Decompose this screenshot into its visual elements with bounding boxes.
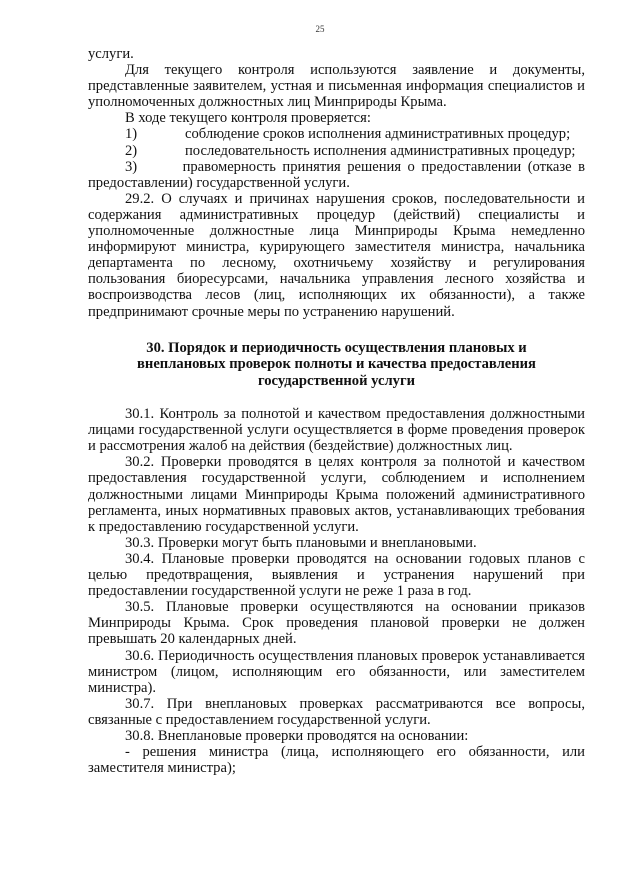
paragraph: услуги. <box>88 46 134 62</box>
paragraph: 30.2. Проверки проводятся в целях контроля за полнотой и качеством предоставления государственной услуги, соблюдением и исполнением должностными лицами Минприроды Крыма положений административного регламента, иных нормативных правовых актов, устанавливающих требования к предоставлению государственной услуги. <box>88 454 585 535</box>
paragraph: Для текущего контроля используются заявление и документы, представленные заявителем, устная и письменная информация специалистов и уполномоченных должностных лиц Минприроды Крыма. <box>88 62 585 111</box>
paragraph: 29.2. О случаях и причинах нарушения сроков, последовательности и содержания административных процедур (действий) специалисты и уполномоченные должностные лица Минприроды Крыма немедленно информируют министра, курирующего заместителя министра, начальника департамента по лесному, охотничьему хозяйству и регулирования пользования биоресурсами, начальника управления лесного хозяйства и воспроизводства лесов (лиц, исполняющих их обязанности), а также предпринимают срочные меры по устранению нарушений. <box>88 190 585 320</box>
list-text: соблюдение сроков исполнения административных процедур; <box>185 126 571 143</box>
paragraph: - решения министра (лица, исполняющего его обязанности, или заместителя министра); <box>88 744 585 777</box>
list-item <box>88 126 585 142</box>
heading-line: внеплановых проверок полноты и качества предоставления <box>137 356 536 373</box>
paragraph: 30.5. Плановые проверки осуществляются на основании приказов Минприроды Крыма. Срок проведения плановой проверки не должен превышать 20 календарных дней. <box>88 599 585 648</box>
paragraph: 30.3. Проверки могут быть плановыми и внеплановыми. <box>125 534 477 551</box>
paragraph: 30.4. Плановые проверки проводятся на основании годовых планов с целью предотвращения, выявления и устранения нарушений при предоставлении государственной услуги не реже 1 раза в год. <box>88 550 585 600</box>
page-number: 25 <box>315 24 325 34</box>
list-text: правомерность принятия решения о предоставлении (отказе в предоставлении) государственной услуги. <box>88 158 585 191</box>
list-number: 3) <box>125 158 138 175</box>
list-number: 1) <box>125 126 138 143</box>
list-item <box>88 159 585 191</box>
paragraph: 30.1. Контроль за полнотой и качеством предоставления должностными лицами государственной услуги осуществляется в форме проведения проверок и рассмотрения жалоб на действия (бездействие) должностных лиц. <box>88 406 585 455</box>
paragraph: В ходе текущего контроля проверяется: <box>125 110 371 127</box>
heading-line: 30. Порядок и периодичность осуществления плановых и <box>146 339 527 356</box>
section-heading <box>88 340 585 390</box>
paragraph: 30.8. Внеплановые проверки проводятся на основании: <box>125 727 469 744</box>
document-body <box>88 46 585 776</box>
list-item <box>88 143 585 159</box>
heading-line: государственной услуги <box>257 372 416 389</box>
list-number: 2) <box>125 142 138 159</box>
paragraph: 30.6. Периодичность осуществления плановых проверок устанавливается министром (лицом, исполняющим его обязанности, или заместителем министра). <box>88 647 585 696</box>
list-text: последовательность исполнения административных процедур; <box>185 142 576 159</box>
paragraph: 30.7. При внеплановых проверках рассматриваются все вопросы, связанные с предоставлением государственной услуги. <box>88 695 585 728</box>
